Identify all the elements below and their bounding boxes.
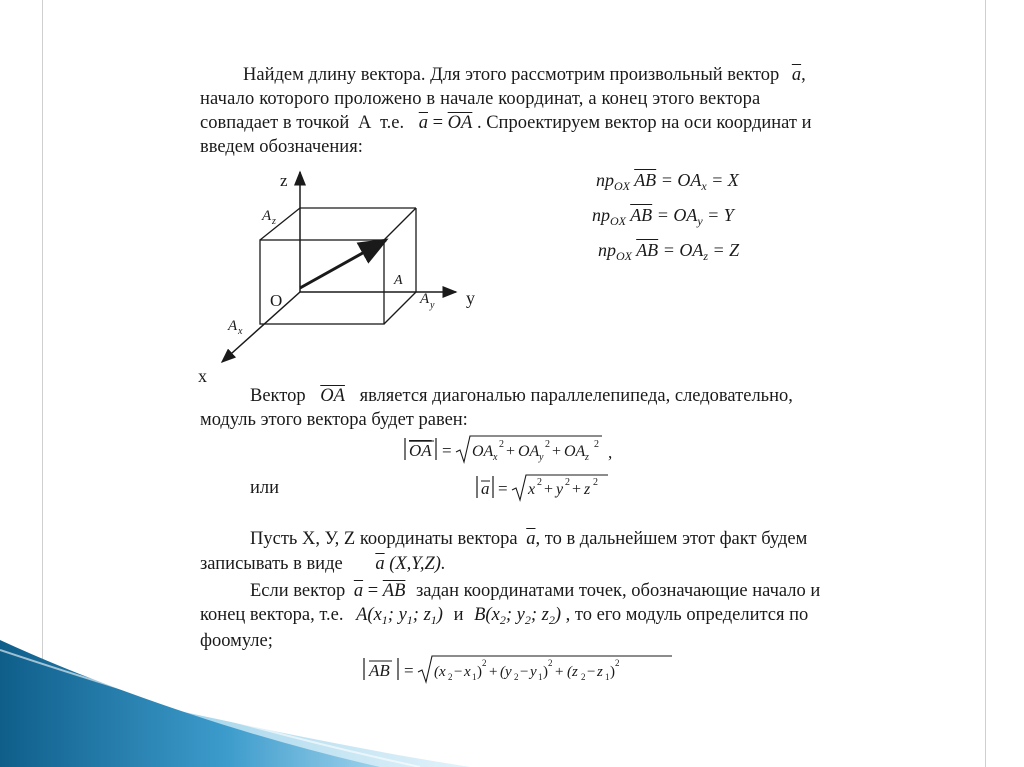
label-az	[261, 208, 276, 227]
vector-a-4: $\overline{a}$	[375, 554, 385, 574]
modulus-a-formula	[474, 470, 614, 504]
svg-text:−: −	[587, 664, 596, 680]
svg-text:OA: OA	[518, 443, 540, 460]
para4-line1	[250, 580, 820, 602]
projection-z	[598, 240, 739, 264]
proj-y-mid: = OA	[656, 205, 698, 225]
para1-line3b: т.е.	[379, 113, 405, 133]
svg-text:): )	[543, 664, 548, 680]
para2-line1a: Вектор	[250, 386, 306, 406]
proj-x-vec: $\overline{AB}$	[634, 170, 657, 190]
point-a-label: А	[357, 113, 372, 133]
projection-y	[592, 205, 734, 229]
parallelepiped-diagram	[190, 160, 490, 390]
svg-text:−: −	[454, 664, 463, 680]
proj-y-pre: пр	[592, 205, 610, 225]
svg-text:z: z	[584, 481, 591, 498]
label-ax-sub: x	[238, 326, 243, 337]
proj-x-sub: OX	[614, 179, 630, 193]
or-text: или	[250, 478, 280, 498]
svg-text:2: 2	[548, 658, 553, 668]
svg-text:a: a	[481, 479, 490, 498]
proj-z-pre: пр	[598, 240, 616, 260]
para4-line2b: и	[453, 605, 464, 625]
svg-text:2: 2	[537, 477, 542, 488]
proj-y-rhs: = Y	[707, 205, 734, 225]
para3-line2-text: записывать в виде	[200, 554, 343, 574]
svg-text:OA: OA	[564, 443, 586, 460]
svg-text:OA: OA	[472, 443, 494, 460]
para1-line2	[200, 88, 760, 110]
para1-line4	[200, 136, 363, 158]
svg-text:=: =	[498, 479, 508, 498]
label-az-main: A	[262, 208, 272, 224]
svg-text:1: 1	[472, 672, 477, 682]
label-ax	[227, 318, 243, 337]
para1-line1-text: Найдем длину вектора. Для этого рассмотрим произвольный вектор	[243, 65, 780, 85]
label-x: x	[198, 366, 207, 386]
proj-y-msub: y	[697, 214, 703, 228]
proj-z-msub: z	[703, 249, 708, 263]
svg-text:2: 2	[593, 477, 598, 488]
para1-line1	[243, 64, 806, 86]
svg-text:=: =	[442, 441, 452, 460]
proj-z-mid: = OA	[662, 240, 704, 260]
proj-y-sub: OX	[610, 214, 626, 228]
para3-line1a: Пусть X, У, Z координаты вектора	[250, 529, 518, 549]
label-y: y	[466, 288, 475, 308]
svg-text:2: 2	[448, 672, 453, 682]
svg-text:AB: AB	[369, 661, 390, 680]
svg-text:(z: (z	[567, 664, 578, 680]
svg-text:y: y	[556, 481, 564, 498]
decorative-swoosh	[0, 630, 520, 767]
vector-a-3: $\overline{a}$	[526, 529, 536, 549]
svg-text:2: 2	[615, 658, 620, 668]
svg-text:+: +	[506, 443, 516, 460]
mod-oa-vec: OA	[409, 441, 432, 460]
svg-text:2: 2	[514, 672, 519, 682]
svg-text:2: 2	[499, 439, 504, 450]
svg-text:z: z	[585, 452, 589, 463]
para2-line1b: является диагональю параллелепипеда, следовательно,	[359, 386, 793, 406]
svg-text:+: +	[572, 481, 582, 498]
proj-y-vec: $\overline{AB}$	[630, 205, 653, 225]
equals-sign: =	[432, 113, 448, 133]
svg-text:x: x	[464, 664, 471, 680]
svg-text:2: 2	[581, 672, 586, 682]
or-label	[250, 477, 279, 499]
proj-x-msub: x	[701, 179, 707, 193]
box-edge-br	[384, 292, 416, 324]
label-az-sub: z	[272, 216, 276, 227]
svg-text:1: 1	[538, 672, 543, 682]
vector-a-5: $\overline{a}$	[353, 581, 364, 601]
label-ay-sub: y	[430, 300, 435, 311]
label-ay	[419, 291, 435, 311]
svg-text:(x: (x	[434, 664, 446, 680]
para2-line2	[200, 409, 468, 431]
projection-x	[596, 170, 739, 194]
vector-a-eq: $\overline{a}$	[418, 113, 428, 133]
para4-line3-text: фоомуле;	[200, 631, 273, 651]
para1-line3	[200, 112, 812, 134]
proj-x-mid: = OA	[660, 170, 702, 190]
svg-text:2: 2	[545, 439, 550, 450]
proj-z-rhs: = Z	[712, 240, 740, 260]
label-z: z	[280, 171, 288, 190]
svg-text:z: z	[597, 664, 603, 680]
label-a: A	[394, 273, 403, 288]
equals-2: =	[367, 581, 383, 601]
para1-line2-text: начало которого проложено в начале координат, а конец этого вектора	[200, 89, 761, 109]
svg-text:2: 2	[482, 658, 487, 668]
proj-x-rhs: = X	[711, 170, 739, 190]
para4-line2c: , то его модуль определится по	[565, 605, 809, 625]
svg-text:+: +	[555, 664, 564, 680]
para4-line2	[200, 604, 808, 631]
para2-line2-text: модуль этого вектора будет равен:	[200, 410, 468, 430]
svg-text:y: y	[539, 452, 544, 463]
label-o: O	[270, 291, 283, 310]
label-ax-main: A	[228, 318, 238, 334]
box-edge-tr	[384, 208, 416, 240]
svg-text:−: −	[520, 664, 529, 680]
svg-text:x: x	[493, 452, 498, 463]
vector-a: $\overline{a}$	[791, 65, 802, 85]
para1-line4-text: введем обозначения:	[200, 137, 363, 157]
vector-oa-2: $\overline{OA}$	[320, 386, 345, 406]
vector-oa: $\overline{OA}$	[447, 113, 473, 133]
para4-line1b: задан координатами точек, обозначающие начало и	[416, 581, 821, 601]
proj-z-sub: OX	[616, 249, 632, 263]
svg-text:): )	[477, 664, 482, 680]
coords-xyz: (X,Y,Z).	[389, 554, 446, 574]
svg-text:y: y	[530, 664, 537, 680]
svg-text:): )	[610, 664, 615, 680]
svg-text:+: +	[544, 481, 554, 498]
modulus-oa-formula	[402, 432, 622, 468]
point-a-coords: $A(x_1$; $y_1$; $z_1$)	[356, 605, 443, 627]
para1-line3c: . Спроектируем вектор на оси координат и	[476, 113, 812, 133]
svg-text:1: 1	[605, 672, 610, 682]
svg-text:,: ,	[608, 443, 613, 462]
para4-line2a: конец вектора, т.е.	[200, 605, 344, 625]
label-ay-main: A	[420, 291, 430, 307]
para4-line1a: Если вектор	[250, 581, 346, 601]
para2-line1	[250, 385, 793, 407]
proj-x-pre: пр	[596, 170, 614, 190]
para3-line1b: , то в дальнейшем этот факт будем	[535, 529, 808, 549]
para3-line1	[250, 528, 807, 550]
vector-oa-arrow	[300, 240, 386, 288]
svg-text:(y: (y	[500, 664, 512, 680]
svg-text:=: =	[404, 661, 414, 680]
svg-text:2: 2	[565, 477, 570, 488]
svg-text:x: x	[528, 481, 536, 498]
comma: ,	[801, 65, 806, 85]
para3-line2	[200, 553, 446, 575]
proj-z-vec: $\overline{AB}$	[636, 240, 659, 260]
svg-text:+: +	[489, 664, 498, 680]
para1-line3a: совпадает в точкой	[200, 113, 350, 133]
svg-text:2: 2	[594, 439, 599, 450]
point-b-coords: $B(x_2$; $y_2$; $z_2$)	[474, 605, 561, 627]
svg-text:+: +	[552, 443, 562, 460]
vector-ab: $\overline{AB}$	[382, 581, 406, 601]
